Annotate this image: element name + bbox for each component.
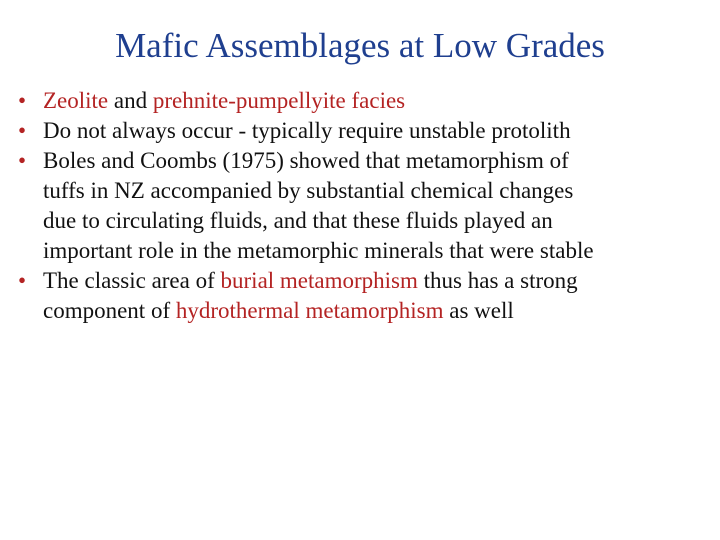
slide-title: Mafic Assemblages at Low Grades	[115, 26, 605, 65]
bullet-dot-icon: •	[18, 118, 27, 143]
bullet-line: tuffs in NZ accompanied by substantial chemical changes	[43, 178, 574, 203]
highlight-zeolite: Zeolite	[43, 88, 109, 113]
bullet-text: The classic area of	[43, 268, 221, 293]
bullet-dot-icon: •	[18, 88, 27, 113]
bullet-line: due to circulating fluids, and that these fluids played an	[43, 208, 553, 233]
bullet-item-facies	[18, 86, 718, 116]
highlight-prehnite-pumpellyite: prehnite-pumpellyite facies	[152, 88, 406, 113]
bullet-line: important role in the metamorphic minerals that were stable	[43, 238, 594, 263]
bullet-text: component of	[43, 298, 176, 323]
bullet-line: Boles and Coombs (1975) showed that metamorphism of	[43, 148, 569, 173]
bullet-text: and	[108, 88, 153, 113]
bullet-text: Do not always occur - typically require unstable protolith	[43, 118, 571, 143]
bullet-text: as well	[443, 298, 514, 323]
bullet-item-burial-metamorphism	[18, 266, 718, 326]
bullet-dot-icon: •	[18, 268, 27, 293]
highlight-burial-metamorphism: burial metamorphism	[220, 268, 418, 293]
bullet-list	[18, 86, 718, 326]
bullet-dot-icon: •	[18, 148, 27, 173]
bullet-item-boles-coombs	[18, 146, 718, 266]
bullet-text: thus has a strong	[417, 268, 578, 293]
highlight-hydrothermal-metamorphism: hydrothermal metamorphism	[175, 298, 444, 323]
bullet-item-occurrence	[18, 116, 718, 146]
